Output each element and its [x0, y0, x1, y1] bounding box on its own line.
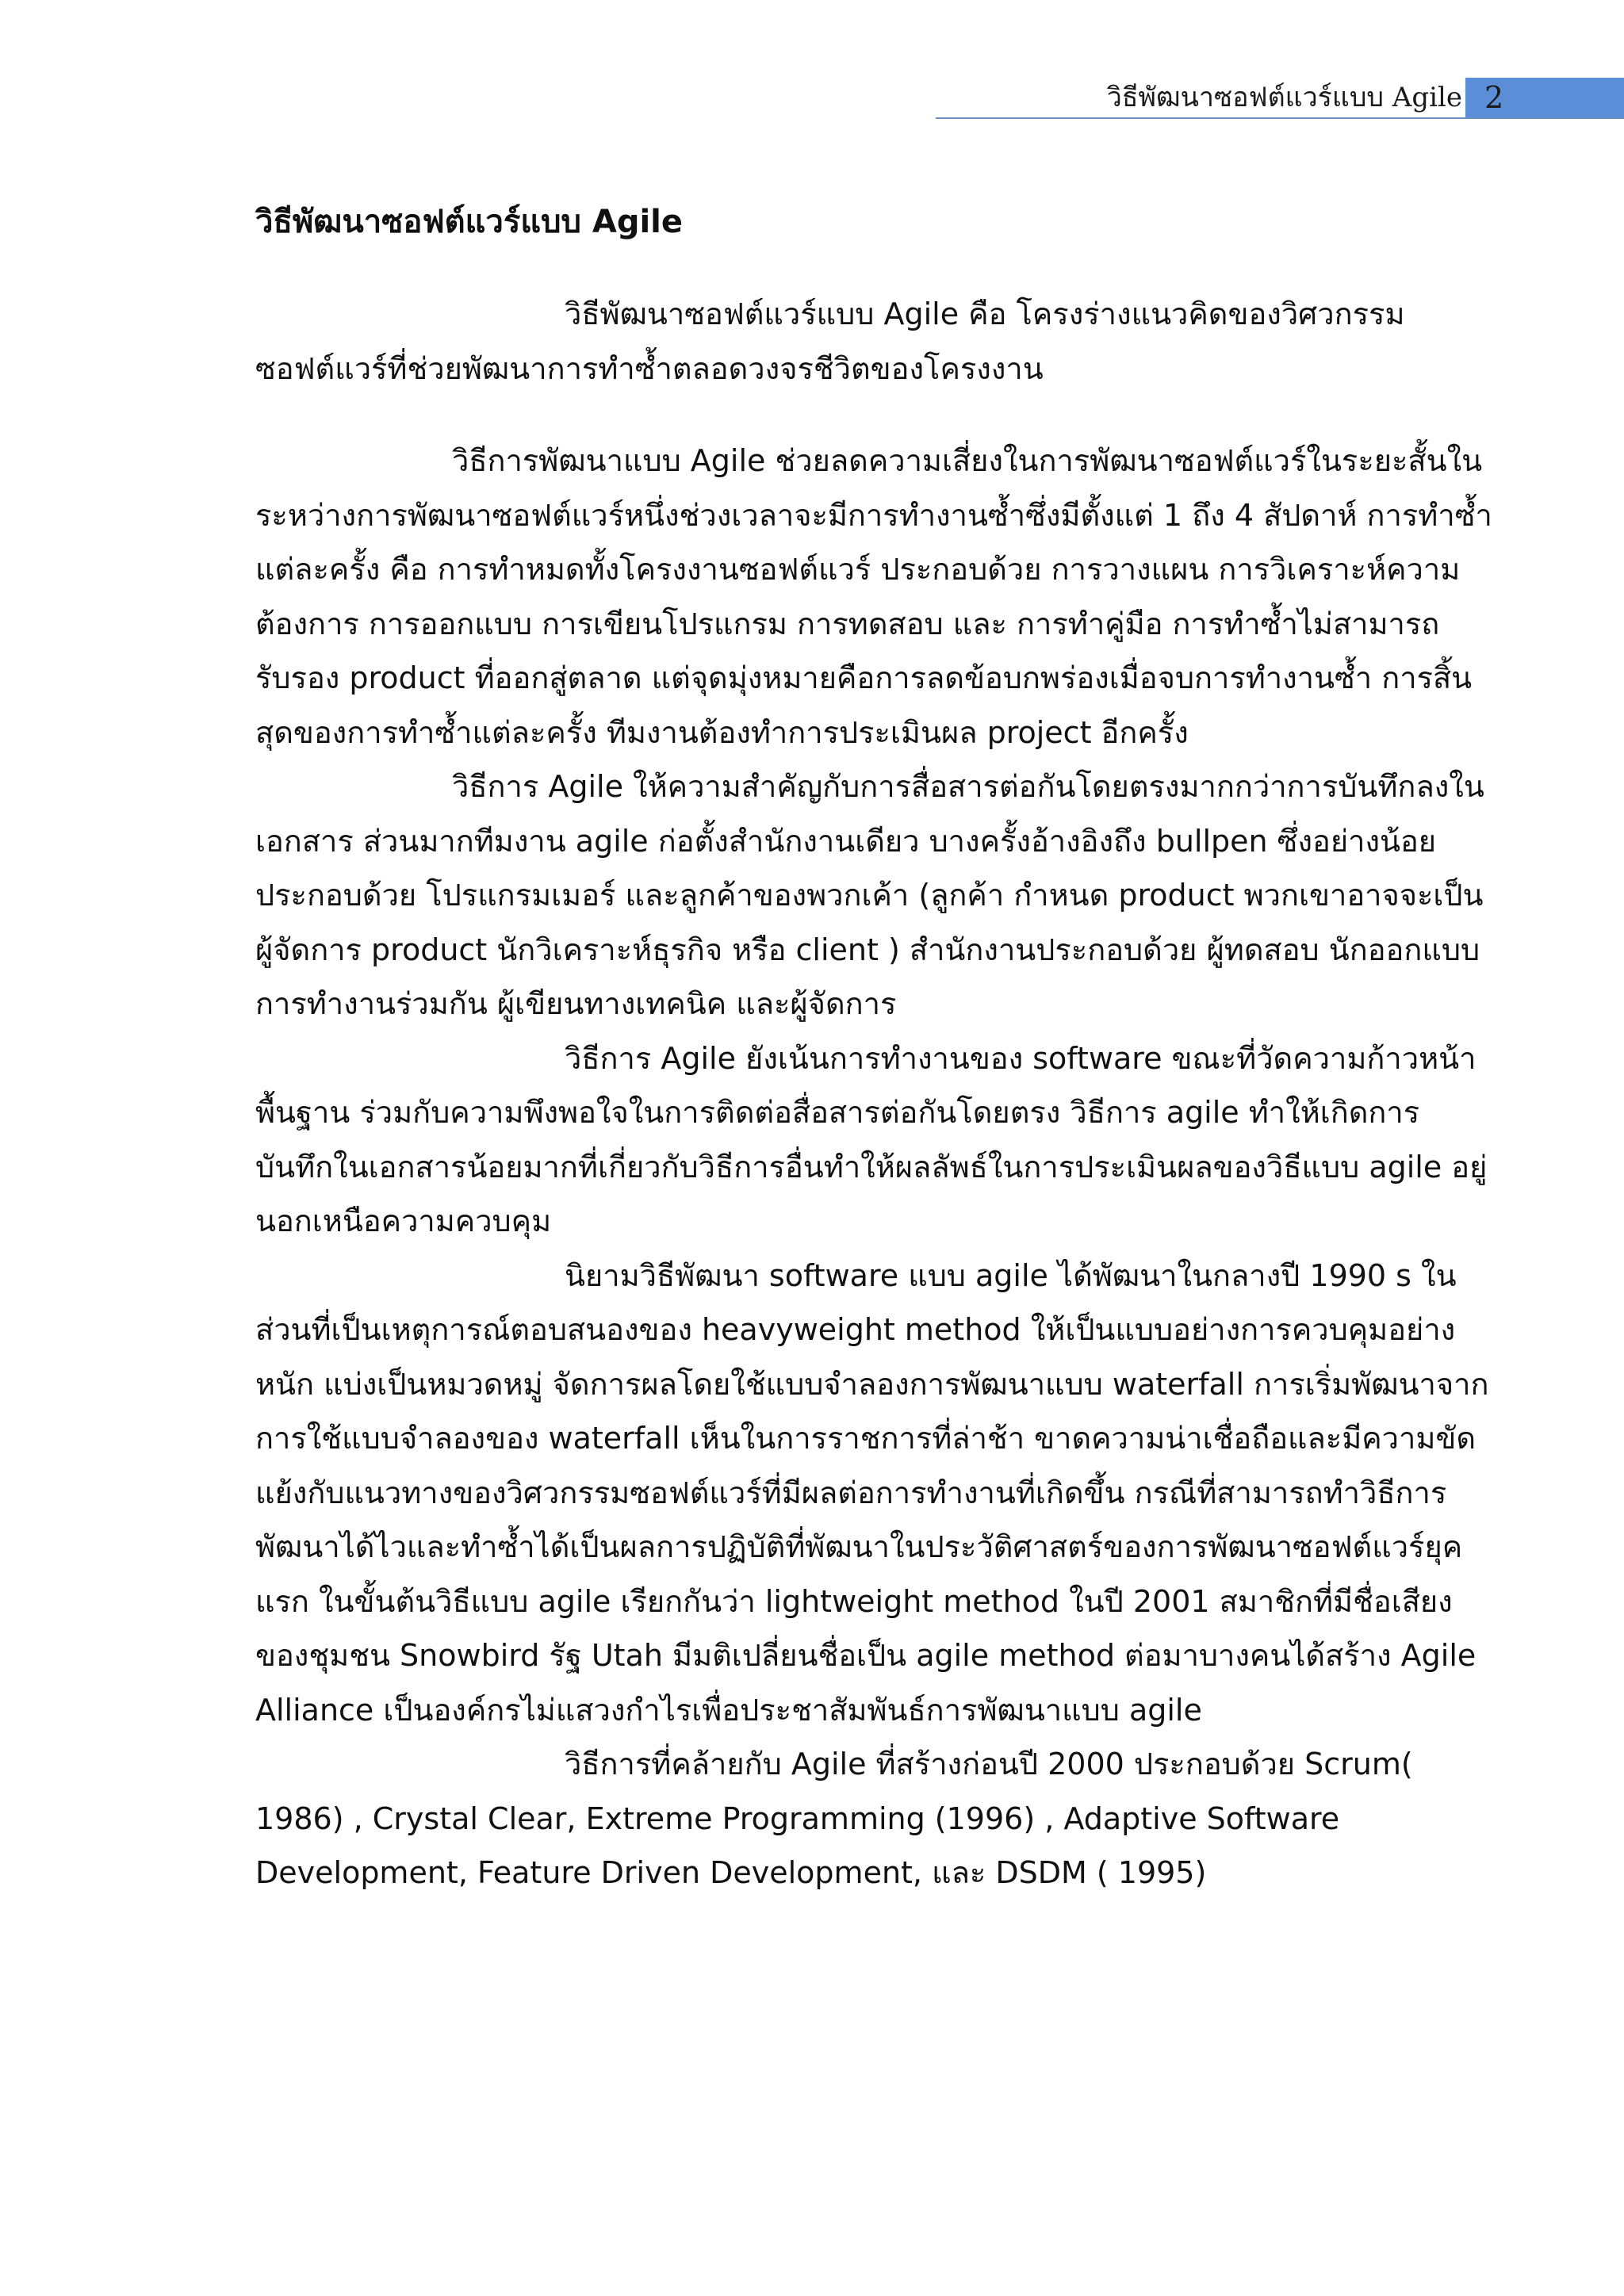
paragraph-risk: วิธีการพัฒนาแบบ Agile ช่วยลดความเสี่ยงในการพัฒนาซอฟต์แวร์ในระยะสั้นในระหว่างการพัฒนาซอฟต์แวร์หนึ่งช่วงเวลาจะมีการทำงานซ้ำซึ่งมีตั้งแต่ 1 ถึง 4 สัปดาห์ การทำซ้ำแต่ละครั้ง คือ การทำหมดทั้งโครงงานซอฟต์แวร์ ประกอบด้วย การวางแผน การวิเคราะห์ความต้องการ การออกแบบ การเขียนโปรแกรม การทดสอบ และ การทำคู่มือ การทำซ้ำไม่สามารถรับรอง product ที่ออกสู่ตลาด แต่จุดมุ่งหมายคือการลดข้อบกพร่องเมื่อจบการทำงานซ้ำ การสิ้นสุดของการทำซ้ำแต่ละครั้ง ทีมงานต้องทำการประเมินผล project อีกครั้ง — [255, 443, 1492, 750]
header-title: วิธีพัฒนาซอฟต์แวร์แบบ Agile — [1106, 82, 1462, 113]
document-body — [255, 198, 1492, 1900]
page-number: 2 — [1465, 78, 1624, 117]
paragraph-software-progress: วิธีการ Agile ยังเน้นการทำงานของ software ขณะที่วัดความก้าวหน้าพื้นฐาน ร่วมกับความพึงพอใจในการติดต่อสื่อสารต่อกันโดยตรง วิธีการ agile ทำให้เกิดการบันทึกในเอกสารน้อยมากที่เกี่ยวกับวิธีการอื่นทำให้ผลลัพธ์ในการประเมินผลของวิธีแบบ agile อยู่นอกเหนือความควบคุม — [255, 1040, 1488, 1238]
running-header — [1107, 78, 1624, 117]
document-title: วิธีพัฒนาซอฟต์แวร์แบบ Agile — [255, 204, 684, 240]
paragraph-definition: วิธีพัฒนาซอฟต์แวร์แบบ Agile คือ โครงร่างแนวคิดของวิศวกรรมซอฟต์แวร์ที่ช่วยพัฒนาการทำซ้ำตลอดวงจรชีวิตของโครงงาน — [255, 297, 1405, 386]
paragraph-communication: วิธีการ Agile ให้ความสำคัญกับการสื่อสารต่อกันโดยตรงมากกว่าการบันทึกลงในเอกสาร ส่วนมากทีมงาน agile ก่อตั้งสำนักงานเดียว บางครั้งอ้างอิงถึง bullpen ซึ่งอย่างน้อยประกอบด้วย โปรแกรมเมอร์ และลูกค้าของพวกเค้า (ลูกค้า กำหนด product พวกเขาอาจจะเป็นผู้จัดการ product นักวิเคราะห์ธุรกิจ หรือ client ) สำนักงานประกอบด้วย ผู้ทดสอบ นักออกแบบการทำงานร่วมกัน ผู้เขียนทางเทคนิค และผู้จัดการ — [255, 769, 1484, 1021]
paragraph-similar-methods: วิธีการที่คล้ายกับ Agile ที่สร้างก่อนปี 2000 ประกอบด้วย Scrum( 1986) , Crystal Clear, Extreme Programming (1996) , Adaptive Software Development, Feature Driven Development, และ DSDM ( 1995) — [255, 1747, 1413, 1890]
header-rule — [936, 117, 1624, 119]
paragraph-history: นิยามวิธีพัฒนา software แบบ agile ได้พัฒนาในกลางปี 1990 s ในส่วนที่เป็นเหตุการณ์ตอบสนองของ heavyweight method ให้เป็นแบบอย่างการควบคุมอย่างหนัก แบ่งเป็นหมวดหมู่ จัดการผลโดยใช้แบบจำลองการพัฒนาแบบ waterfall การเริ่มพัฒนาจากการใช้แบบจำลองของ waterfall เห็นในการราชการที่ล่าช้า ขาดความน่าเชื่อถือและมีความขัดแย้งกับแนวทางของวิศวกรรมซอฟต์แวร์ที่มีผลต่อการทำงานที่เกิดขึ้น กรณีที่สามารถทำวิธีการพัฒนาได้ไวและทำซ้ำได้เป็นผลการปฏิบัติที่พัฒนาในประวัติศาสตร์ของการพัฒนาซอฟต์แวร์ยุคแรก ในขั้นต้นวิธีแบบ agile เรียกกันว่า lightweight method ในปี 2001 สมาชิกที่มีชื่อเสียงของชุมชน Snowbird รัฐ Utah มีมติเปลี่ยนชื่อเป็น agile method ต่อมาบางคนได้สร้าง Agile Alliance เป็นองค์กรไม่แสวงกำไรเพื่อประชาสัมพันธ์การพัฒนาแบบ agile — [255, 1257, 1489, 1728]
